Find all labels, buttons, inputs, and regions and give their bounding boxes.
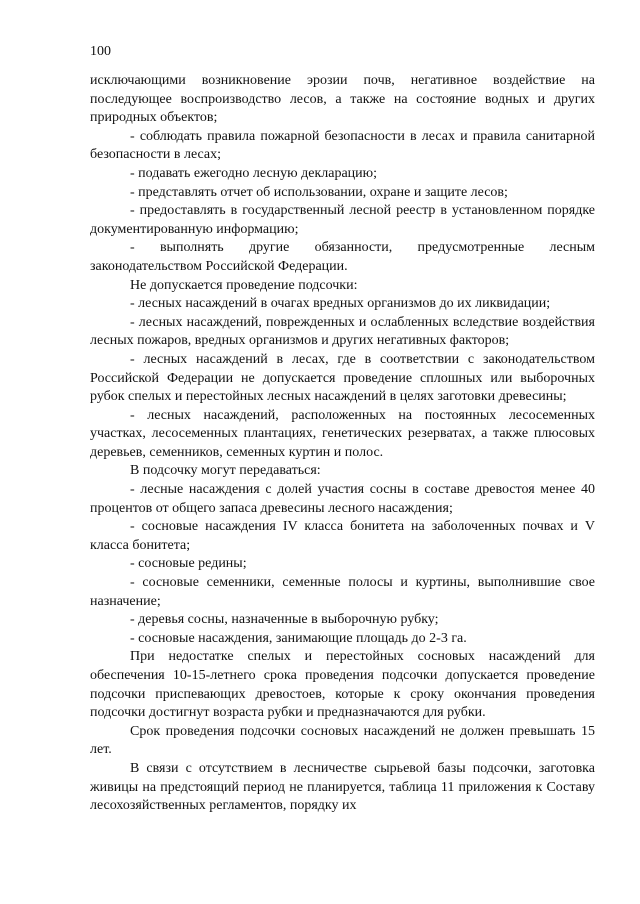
list-item-pine-share: - лесные насаждения с долей участия сосны в составе древостоя менее 40 процентов от общего запаса древесины лесного насаждения; — [90, 482, 595, 516]
paragraph-no-resin-base: В связи с отсутствием в лесничестве сырьевой базы подсочки, заготовка живицы на предстоящий период не планируется, таблица 11 приложения к Составу лесохозяйственных регламентов, порядку их — [90, 760, 595, 814]
list-item-other-duties: - выполнять другие обязанности, предусмотренные лесным законодательством Российской Федерации. — [90, 240, 595, 274]
list-item-selective-felling: - деревья сосны, назначенные в выборочную рубку; — [130, 612, 439, 628]
paragraph-tapping-term: Срок проведения подсочки сосновых насаждений не должен превышать 15 лет. — [90, 723, 595, 758]
list-item-registry: - предоставлять в государственный лесной реестр в установленном порядке документированную информацию; — [90, 203, 595, 237]
list-item-restricted-felling: - лесных насаждений в лесах, где в соответствии с законодательством Российской Федерации не допускается проведение сплошных или выборочных рубок спелых и перестойных лесных насаждений в целях заготовки древесины; — [90, 351, 595, 405]
paragraph-continuation: исключающими возникновение эрозии почв, негативное воздействие на последующее воспроизводство лесов, а также на состояние водных и других природных объектов; — [90, 73, 595, 126]
list-item-damaged-stands: - лесных насаждений, поврежденных и ослабленных вследствие воздействия лесных пожаров, вредных организмов и других негативных факторов; — [90, 314, 595, 349]
list-item-sparse-pine: - сосновые редины; — [130, 556, 247, 572]
document-body — [90, 72, 595, 816]
list-item-fire-safety: - соблюдать правила пожарной безопасности в лесах и правила санитарной безопасности в лесах; — [90, 128, 595, 163]
list-item-forest-declaration: - подавать ежегодно лесную декларацию; — [130, 165, 377, 181]
list-item-small-area: - сосновые насаждения, занимающие площадь до 2-3 га. — [130, 630, 467, 646]
list-item-pest-foci: - лесных насаждений в очагах вредных организмов до их ликвидации; — [130, 296, 551, 312]
list-item-site-class: - сосновые насаждения IV класса бонитета на заболоченных почвах и V класса бонитета; — [90, 519, 595, 553]
list-item-seed-trees: - сосновые семенники, семенные полосы и куртины, выполнившие свое назначение; — [90, 575, 595, 609]
list-item-seed-plots: - лесных насаждений, расположенных на постоянных лесосеменных участках, лесосеменных плантациях, генетических резерватах, а также плюсовых деревьев, семенников, семенных куртин и полос. — [90, 407, 595, 460]
page-number: 100 — [90, 44, 111, 59]
list-item-report: - представлять отчет об использовании, охране и защите лесов; — [130, 184, 508, 200]
paragraph-shortage: При недостатке спелых и перестойных сосновых насаждений для обеспечения 10-15-летнего срока проведения подсочки допускается проведение подсочки приспевающих древостоев, которые к сроку окончания проведения подсочки достигнут возраста рубки и предназначаются для рубки. — [90, 649, 595, 721]
paragraph-tapping-prohibited: Не допускается проведение подсочки: — [130, 277, 358, 293]
paragraph-may-be-transferred: В подсочку могут передаваться: — [130, 463, 321, 479]
